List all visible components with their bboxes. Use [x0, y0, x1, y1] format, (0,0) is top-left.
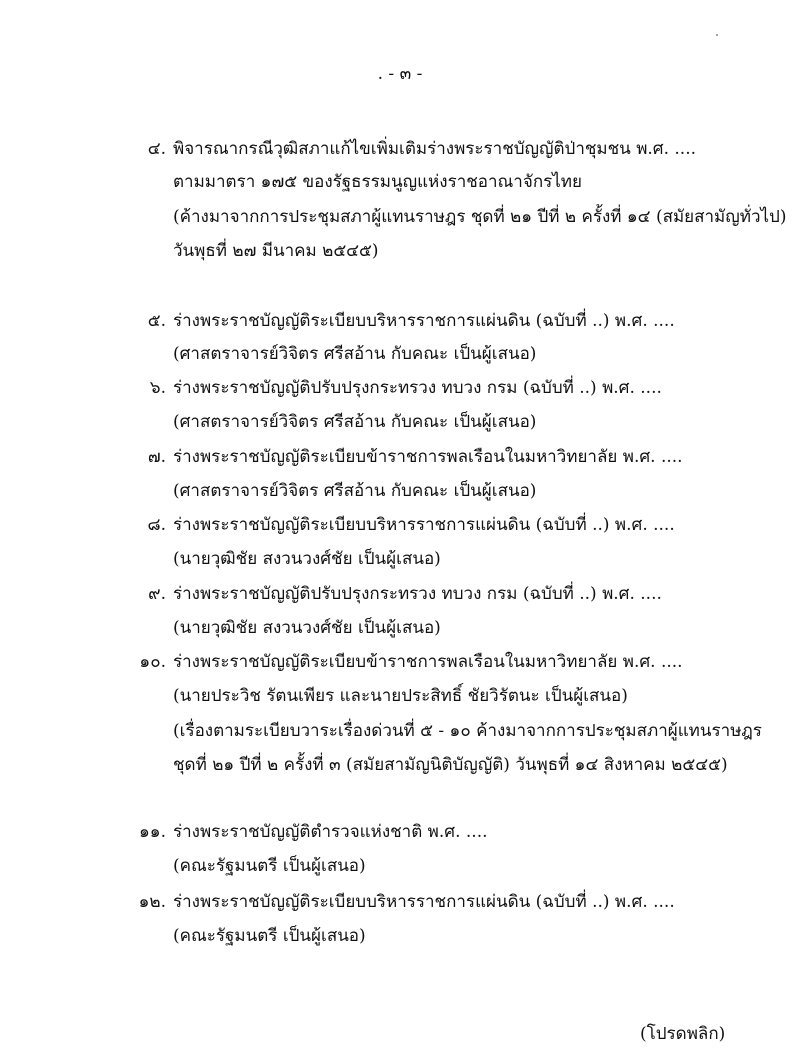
item-title: ร่างพระราชบัญญัติระเบียบข้าราชการพลเรือนในมหาวิทยาลัย พ.ศ. .... [173, 447, 683, 467]
item-number: ๑๒. [138, 892, 166, 912]
item-proposer: (นายประวิช รัตนเพียร และนายประสิทธิ์ ชัยวิรัตนะ เป็นผู้เสนอ) [173, 686, 628, 706]
item-proposer: (นายวุฒิชัย สงวนวงศ์ชัย เป็นผู้เสนอ) [173, 549, 441, 569]
turn-page-note: (โปรดพลิก) [640, 1024, 726, 1044]
item-note: ชุดที่ ๒๑ ปีที่ ๒ ครั้งที่ ๓ (สมัยสามัญนิติบัญญัติ) วันพุธที่ ๑๔ สิงหาคม ๒๕๔๕) [173, 755, 728, 775]
item-number: ๗. [147, 447, 166, 467]
item-proposer: (คณะรัฐมนตรี เป็นผู้เสนอ) [173, 856, 366, 876]
item-number: ๔. [147, 139, 166, 159]
item-title: ร่างพระราชบัญญัติปรับปรุงกระทรวง ทบวง กรม (ฉบับที่ ..) พ.ศ. .... [173, 378, 662, 398]
item-title: ร่างพระราชบัญญัติระเบียบบริหารราชการแผ่นดิน (ฉบับที่ ..) พ.ศ. .... [173, 311, 675, 331]
item-title: ร่างพระราชบัญญัติระเบียบบริหารราชการแผ่นดิน (ฉบับที่ ..) พ.ศ. .... [173, 515, 675, 535]
page-number: . - ๓ - [377, 64, 423, 84]
item-title: พิจารณากรณีวุฒิสภาแก้ไขเพิ่มเติมร่างพระราชบัญญัติป่าชุมชน พ.ศ. .... [173, 139, 697, 159]
item-proposer: (ศาสตราจารย์วิจิตร ศรีสอ้าน กับคณะ เป็นผู้เสนอ) [173, 481, 537, 501]
item-note: (เรื่องตามระเบียบวาระเรื่องด่วนที่ ๕ - ๑๐ ค้างมาจากการประชุมสภาผู้แทนราษฎร [173, 721, 762, 741]
item-number: ๖. [149, 378, 166, 398]
item-proposer: (นายวุฒิชัย สงวนวงศ์ชัย เป็นผู้เสนอ) [173, 618, 441, 638]
item-title: ร่างพระราชบัญญัติตำรวจแห่งชาติ พ.ศ. .... [173, 822, 488, 842]
item-number: ๘. [147, 515, 166, 535]
item-title: ร่างพระราชบัญญัติระเบียบข้าราชการพลเรือนในมหาวิทยาลัย พ.ศ. .... [173, 652, 683, 672]
item-number: ๑๐. [139, 652, 166, 672]
item-proposer: (ศาสตราจารย์วิจิตร ศรีสอ้าน กับคณะ เป็นผู้เสนอ) [173, 412, 537, 432]
item-text: (ค้างมาจากการประชุมสภาผู้แทนราษฎร ชุดที่ ๒๑ ปีที่ ๒ ครั้งที่ ๑๔ (สมัยสามัญทั่วไป) [173, 207, 787, 227]
item-text: วันพุธที่ ๒๗ มีนาคม ๒๕๔๕) [173, 241, 379, 261]
item-title: ร่างพระราชบัญญัติระเบียบบริหารราชการแผ่นดิน (ฉบับที่ ..) พ.ศ. .... [173, 892, 675, 912]
item-proposer: (ศาสตราจารย์วิจิตร ศรีสอ้าน กับคณะ เป็นผู้เสนอ) [173, 344, 537, 364]
item-title: ร่างพระราชบัญญัติปรับปรุงกระทรวง ทบวง กรม (ฉบับที่ ..) พ.ศ. .... [173, 584, 662, 604]
item-proposer: (คณะรัฐมนตรี เป็นผู้เสนอ) [173, 926, 366, 946]
item-number: ๕. [147, 311, 166, 331]
scan-speck [716, 34, 718, 36]
item-number: ๑๑. [139, 822, 166, 842]
item-text: ตามมาตรา ๑๗๕ ของรัฐธรรมนูญแห่งราชอาณาจักรไทย [173, 172, 582, 192]
item-number: ๙. [148, 584, 166, 604]
